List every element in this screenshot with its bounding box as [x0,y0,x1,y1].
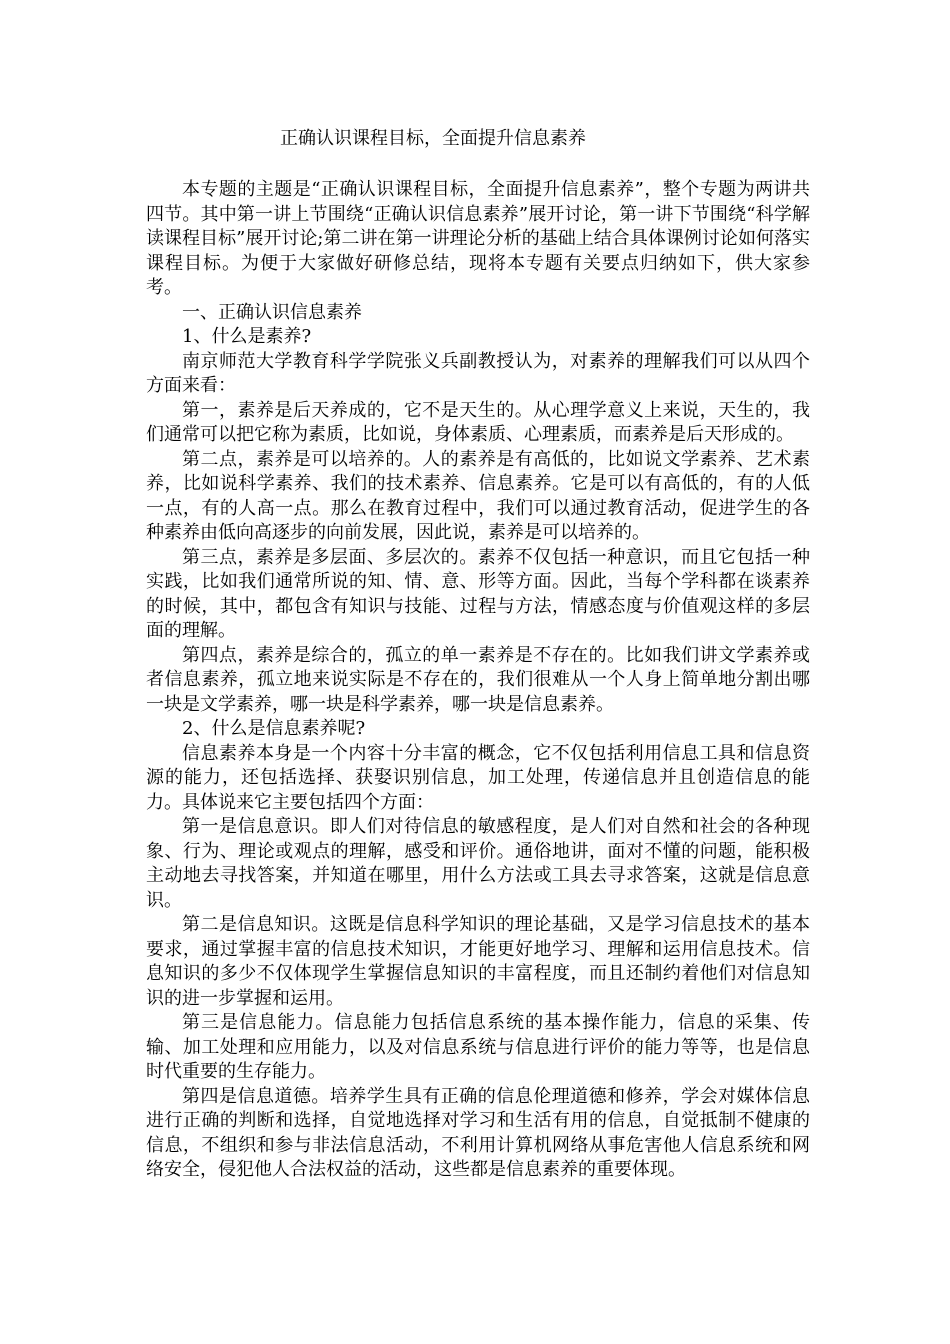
paragraph-point-4: 第四点，素养是综合的，孤立的单一素养是不存在的。比如我们讲文学素养或者信息素养，孤立地来说实际是不存在的，我们很难从一个人身上简单地分割出哪一块是文学素养，哪一块是科学素养，哪一块是信息素养。 [146,644,810,715]
paragraph-point-2: 第二点，素养是可以培养的。人的素养是有高低的，比如说文学素养、艺术素养，比如说科学素养、我们的技术素养、信息素养。它是可以有高低的，有的人低一点，有的人高一点。那么在教育过程中，我们可以通过教育活动，促进学生的各种素养由低向高逐步的向前发展，因此说，素养是可以培养的。 [146,448,810,543]
paragraph-info-knowledge: 第二是信息知识。这既是信息科学知识的理论基础，又是学习信息技术的基本要求，通过掌握丰富的信息技术知识，才能更好地学习、理解和运用信息技术。信息知识的多少不仅体现学生掌握信息知识的丰富程度，而且还制约着他们对信息知识的进一步掌握和运用。 [146,914,810,1009]
paragraph-info-ethics: 第四是信息道德。培养学生具有正确的信息伦理道德和修养，学会对媒体信息进行正确的判断和选择，自觉地选择对学习和生活有用的信息，自觉抵制不健康的信息，不组织和参与非法信息活动，不利用计算机网络从事危害他人信息系统和网络安全，侵犯他人合法权益的活动，这些都是信息素养的重要体现。 [146,1085,810,1180]
paragraph-point-1: 第一，素养是后天养成的，它不是天生的。从心理学意义上来说，天生的，我们通常可以把它称为素质，比如说，身体素质、心理素质，而素养是后天形成的。 [146,399,810,445]
paragraph-info-ability: 第三是信息能力。信息能力包括信息系统的基本操作能力，信息的采集、传输、加工处理和应用能力，以及对信息系统与信息进行评价的能力等等，也是信息时代重要的生存能力。 [146,1012,810,1082]
paragraph-point-3: 第三点，素养是多层面、多层次的。素养不仅包括一种意识，而且它包括一种实践，比如我们通常所说的知、情、意、形等方面。因此，当每个学科都在谈素养的时候，其中，都包含有知识与技能、过程与方法，情感态度与价值观这样的多层面的理解。 [146,546,810,641]
document-title: 正确认识课程目标，全面提升信息素养 [280,128,586,149]
paragraph-zhang-view: 南京师范大学教育科学学院张义兵副教授认为，对素养的理解我们可以从四个方面来看： [146,350,810,396]
document-body [146,178,810,1183]
section-heading-1: 一、正确认识信息素养 [182,301,362,323]
paragraph-info-literacy-definition: 信息素养本身是一个内容十分丰富的概念，它不仅包括利用信息工具和信息资源的能力，还包括选择、获娶识别信息，加工处理，传递信息并且创造信息的能力。具体说来它主要包括四个方面： [146,742,810,813]
paragraph-info-awareness: 第一是信息意识。即人们对待信息的敏感程度，是人们对自然和社会的各种现象、行为、理论或观点的理解，感受和评价。通俗地讲，面对不懂的问题，能积极主动地去寻找答案，并知道在哪里，用什么方法或工具去寻求答案，这就是信息意识。 [146,816,810,911]
paragraph-intro: 本专题的主题是“正确认识课程目标，全面提升信息素养”，整个专题为两讲共四节。其中第一讲上节围绕“正确认识信息素养”展开讨论，第一讲下节围绕“科学解读课程目标”展开讨论;第二讲在第一讲理论分析的基础上结合具体课例讨论如何落实课程目标。为便于大家做好研修总结，现将本专题有关要点归纳如下，供大家参考。 [146,179,810,298]
subheading-what-is-literacy: 1、什么是素养? [182,326,312,347]
subheading-information-literacy: 2、什么是信息素养呢? [182,718,366,739]
